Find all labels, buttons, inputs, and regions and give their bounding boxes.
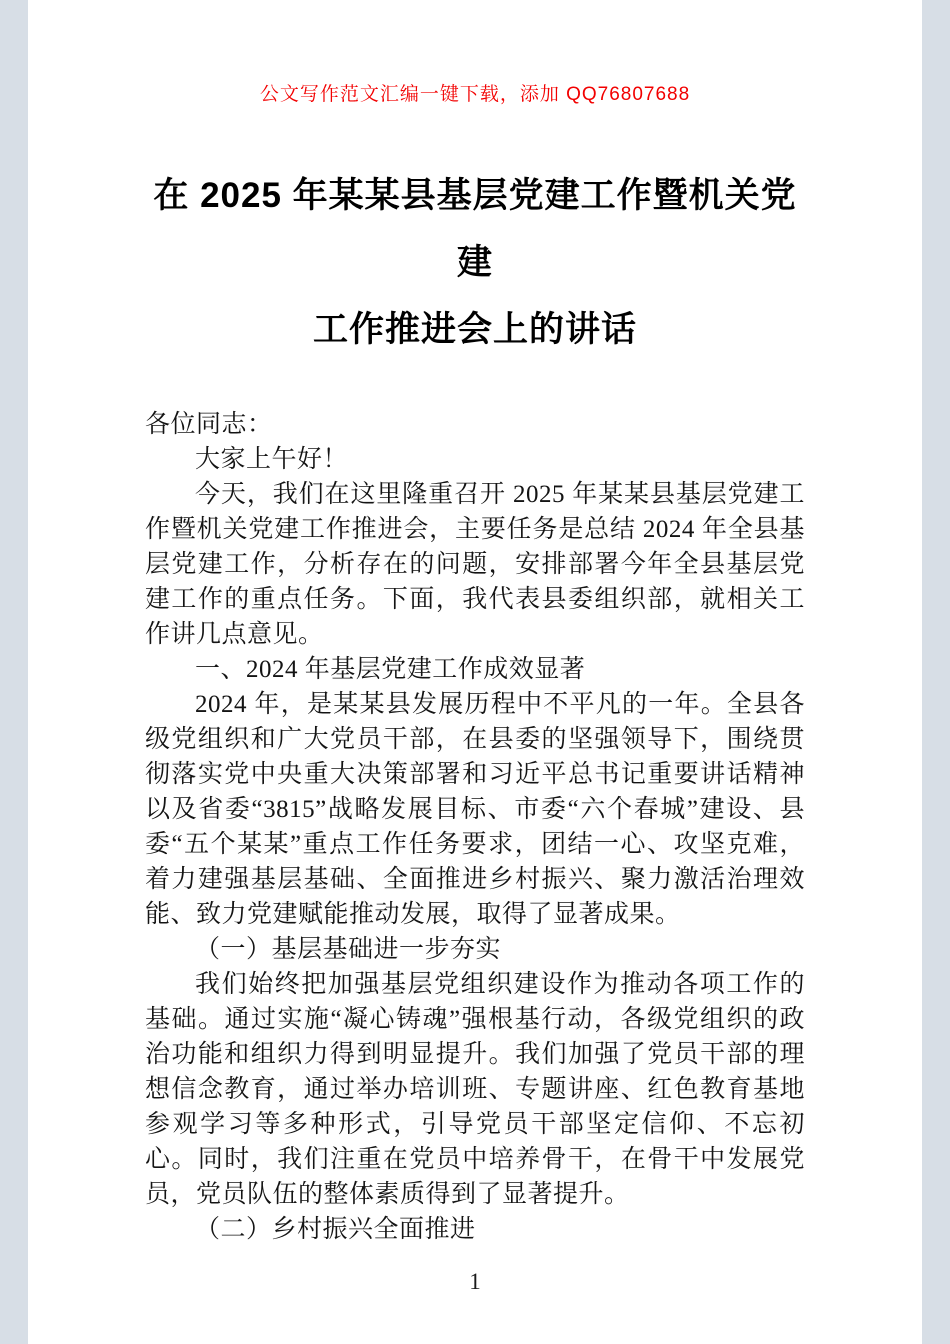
document-title: [145, 162, 805, 363]
paragraph: 一、2024 年基层党建工作成效显著: [195, 656, 586, 683]
promo-notice: 公文写作范文汇编一键下载，添加 QQ76807688: [259, 84, 691, 105]
paragraph: 2024 年，是某某县发展历程中不平凡的一年。全县各级党组织和广大党员干部，在县委的坚强领导下，围绕贯彻落实党中央重大决策部署和习近平总书记重要讲话精神以及省委“3815”战略发展目标、市委“六个春城”建设、县委“五个某某”重点工作任务要求，团结一心、攻坚克难，着力建强基层基础、全面推进乡村振兴、聚力激活治理效能、致力党建赋能推动发展，取得了显著成果。: [145, 691, 805, 928]
paragraph: 今天，我们在这里隆重召开 2025 年某某县基层党建工作暨机关党建工作推进会，主要任务是总结 2024 年全县基层党建工作，分析存在的问题，安排部署今年全县基层党建工作的重点任务。下面，我代表县委组织部，就相关工作讲几点意见。: [145, 481, 805, 648]
paragraph: （二）乡村振兴全面推进: [195, 1216, 476, 1243]
paragraph: 我们始终把加强基层党组织建设作为推动各项工作的基础。通过实施“凝心铸魂”强根基行动，各级党组织的政治功能和组织力得到明显提升。我们加强了党员干部的理想信念教育，通过举办培训班、专题讲座、红色教育基地参观学习等多种形式，引导党员干部坚定信仰、不忘初心。同时，我们注重在党员中培养骨干，在骨干中发展党员，党员队伍的整体素质得到了显著提升。: [145, 971, 805, 1208]
document-page: [28, 0, 922, 1344]
paragraph: 各位同志：: [145, 411, 273, 438]
document-body: [145, 407, 805, 1247]
paragraph: 大家上午好！: [195, 446, 349, 473]
document-title-line2: 工作推进会上的讲话: [312, 310, 637, 349]
paragraph: （一）基层基础进一步夯实: [195, 936, 502, 963]
page-number: 1: [469, 1269, 481, 1294]
document-title-line1: 在 2025 年某某县基层党建工作暨机关党建: [153, 176, 797, 282]
